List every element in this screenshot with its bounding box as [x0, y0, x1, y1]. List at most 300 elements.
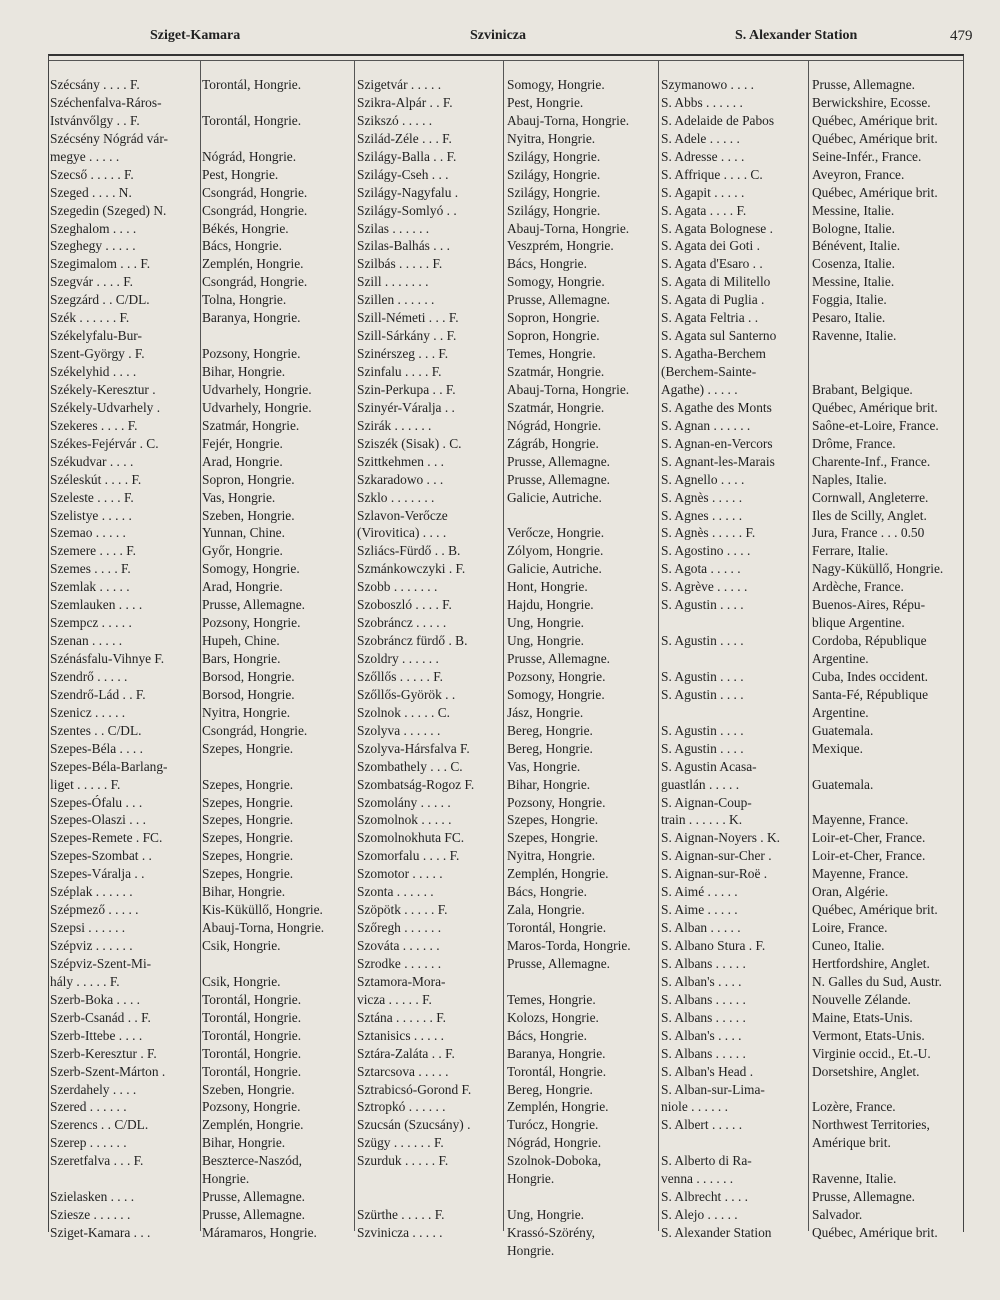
gazetteer-entry: [661, 94, 961, 112]
place-name: S. Aignan-sur-Cher .: [661, 848, 772, 864]
gazetteer-entry: [661, 471, 961, 489]
district-country: Beszterce-Naszód,: [202, 1153, 303, 1169]
district-country: Szatmár, Hongrie.: [507, 364, 605, 379]
gazetteer-entry: [357, 901, 659, 919]
gazetteer-entry: [661, 220, 961, 238]
place-name: Szeged . . . . N.: [50, 184, 132, 200]
district-country: Zágráb, Hongrie.: [507, 435, 599, 451]
gazetteer-entry: [661, 632, 961, 650]
gazetteer-entry: [661, 507, 961, 525]
gazetteer-entry: [357, 632, 659, 650]
place-name: S. Agatha-Berchem: [661, 346, 766, 362]
place-name: Szombathely . . . C.: [357, 758, 463, 774]
gazetteer-entry: [661, 273, 961, 291]
district-country: Torontál, Hongrie.: [202, 1027, 302, 1043]
gazetteer-entry: [357, 291, 659, 309]
district-country: Szepes, Hongrie.: [202, 848, 294, 864]
gazetteer-entry: [357, 76, 659, 94]
district-country: Veszprém, Hongrie.: [507, 238, 614, 254]
district-country: Iles de Scilly, Anglet.: [812, 507, 927, 523]
place-name: Szilas . . . . . .: [357, 220, 430, 236]
district-country: Udvarhely, Hongrie.: [202, 381, 312, 397]
place-name: (Berchem-Sainte-: [661, 364, 757, 379]
gazetteer-entry: [661, 578, 961, 596]
gazetteer-entry: [357, 507, 659, 525]
place-name: Szepes-Ófalu . . .: [50, 794, 143, 810]
gazetteer-entry: [661, 237, 961, 255]
gazetteer-entry: [661, 399, 961, 417]
place-name: Szecső . . . . . F.: [50, 166, 134, 182]
place-name: S. Agrève . . . . .: [661, 579, 748, 595]
district-country: Somogy, Hongrie.: [507, 686, 605, 702]
place-name: Szvinicza . . . . .: [357, 1225, 443, 1240]
gazetteer-entry: [661, 291, 961, 309]
district-country: Zemplén, Hongrie.: [507, 866, 609, 882]
place-name: Szinyér-Váralja . .: [357, 399, 455, 415]
gazetteer-entry: [661, 686, 961, 704]
place-name: Sztamora-Mora-: [357, 973, 446, 989]
gazetteer-entry: [357, 758, 659, 776]
place-name: S. Alejo . . . . .: [661, 1207, 738, 1223]
place-name: Szill . . . . . . .: [357, 274, 429, 290]
gazetteer-entry: [357, 94, 659, 112]
district-country: Hongrie.: [507, 1171, 555, 1187]
district-country: Amérique brit.: [812, 1135, 891, 1151]
place-name: S. Agata di Militello: [661, 274, 771, 290]
district-country: Temes, Hongrie.: [507, 346, 596, 362]
district-country: Verőcze, Hongrie.: [507, 525, 605, 541]
place-name: Szobb . . . . . . .: [357, 579, 438, 595]
district-country: Pesaro, Italie.: [812, 310, 886, 326]
place-name: S. Agata dei Goti .: [661, 238, 760, 254]
district-country: Krassó-Szörény,: [507, 1225, 596, 1240]
gazetteer-entry: [357, 166, 659, 184]
place-name: Sztrabicsó-Gorond F.: [357, 1081, 472, 1097]
place-name: Szill-Sárkány . . F.: [357, 328, 457, 344]
gazetteer-entry: [357, 471, 659, 489]
gazetteer-entry: [661, 1224, 961, 1242]
district-country: Somogy, Hongrie.: [507, 274, 605, 290]
district-country: Szepes, Hongrie.: [507, 812, 599, 828]
gazetteer-entry: [357, 1027, 659, 1045]
gazetteer-entry: [661, 973, 961, 991]
gazetteer-entry: [357, 453, 659, 471]
place-name: Szklo . . . . . . .: [357, 489, 435, 505]
gazetteer-entry: [357, 1081, 659, 1099]
place-name: Szemlauken . . . .: [50, 597, 143, 613]
place-name: Sztropkó . . . . . .: [357, 1099, 446, 1115]
gazetteer-entry: [661, 363, 961, 381]
place-name: Sztána . . . . . . F.: [357, 1009, 446, 1025]
district-country: Bihar, Hongrie.: [202, 884, 286, 900]
district-country: Maros-Torda, Hongrie.: [507, 938, 631, 953]
gazetteer-entry: [357, 435, 659, 453]
gazetteer-entry: [357, 847, 659, 865]
gazetteer-entry: [661, 1206, 961, 1224]
place-name: Szlavon-Verőcze: [357, 507, 448, 523]
gazetteer-entry: [661, 524, 961, 542]
place-name: Szigetvár . . . . .: [357, 77, 442, 92]
place-name: Szeghalom . . . .: [50, 220, 137, 236]
place-name: S. Aignan-sur-Roë .: [661, 866, 768, 882]
district-country: Prusse, Allemagne.: [507, 471, 611, 487]
place-name: S. Agata Feltria . .: [661, 310, 759, 326]
district-country: Kis-Küküllő, Hongrie.: [202, 902, 323, 918]
place-name: S. Albert . . . . .: [661, 1117, 743, 1133]
place-name: Szerep . . . . . .: [50, 1135, 127, 1151]
place-name: Szomolány . . . . .: [357, 794, 451, 810]
district-country: Udvarhely, Hongrie.: [202, 399, 312, 415]
place-name: Szécsény Nógrád vár-: [50, 130, 168, 146]
place-name: S. Albans . . . . .: [661, 991, 746, 1007]
gazetteer-entry: [661, 489, 961, 507]
district-country: Zemplén, Hongrie.: [202, 256, 304, 272]
gazetteer-entry: [357, 811, 659, 829]
district-country: Hupeh, Chine.: [202, 633, 280, 649]
district-country: Loire, France.: [812, 920, 888, 936]
district-country: Ravenne, Italie.: [812, 1171, 897, 1187]
gazetteer-entry: [661, 722, 961, 740]
gazetteer-entry: [357, 542, 659, 560]
district-country: Prusse, Allemagne.: [202, 1207, 306, 1223]
place-name: S. Agata . . . . F.: [661, 202, 747, 218]
gazetteer-entry: [661, 740, 961, 758]
place-name: guastlán . . . . .: [661, 776, 740, 792]
district-country: Szepes, Hongrie.: [202, 866, 294, 882]
page-number: 479: [950, 28, 973, 44]
place-name: Szemes . . . . F.: [50, 561, 131, 577]
place-name: vicza . . . . . F.: [357, 991, 432, 1007]
place-name: Szin-Perkupa . . F.: [357, 381, 456, 397]
place-name: Szilágy-Somlyó . .: [357, 202, 457, 218]
district-country: Hertfordshire, Anglet.: [812, 955, 930, 971]
district-country: Bereg, Hongrie.: [507, 1081, 593, 1097]
district-country: Loir-et-Cher, France.: [812, 848, 926, 864]
district-country: Mexique.: [812, 740, 863, 756]
page-header: [0, 28, 1000, 50]
gazetteer-entry: [661, 112, 961, 130]
district-country: Somogy, Hongrie.: [202, 561, 300, 577]
district-country: Borsod, Hongrie.: [202, 686, 295, 702]
place-name: Szkaradowo . . .: [357, 471, 444, 487]
district-country: Torontál, Hongrie.: [202, 1009, 302, 1025]
place-name: Szinfalu . . . . F.: [357, 364, 442, 379]
place-name: S. Agustin . . . .: [661, 686, 744, 702]
gazetteer-entry: [661, 1116, 961, 1134]
gazetteer-entry: [661, 130, 961, 148]
district-country: Szeben, Hongrie.: [202, 507, 295, 523]
gazetteer-entry: [357, 955, 659, 973]
place-name: S. Albrecht . . . .: [661, 1189, 749, 1205]
gazetteer-entry: [661, 650, 961, 668]
district-country: Zólyom, Hongrie.: [507, 543, 604, 559]
gazetteer-entry: [357, 1009, 659, 1027]
gazetteer-entry: [661, 76, 961, 94]
district-country: Nyitra, Hongrie.: [202, 704, 291, 720]
place-name: Szeleste . . . . F.: [50, 489, 134, 505]
gazetteer-entry: [357, 1170, 659, 1188]
gazetteer-entry: [661, 1081, 961, 1099]
district-country: Vas, Hongrie.: [507, 758, 581, 774]
district-country: Bács, Hongrie.: [507, 884, 587, 900]
gazetteer-entry: [661, 955, 961, 973]
district-country: Cordoba, République: [812, 633, 927, 649]
gazetteer-entry: [661, 937, 961, 955]
district-country: Baranya, Hongrie.: [507, 1045, 606, 1061]
place-name: Székudvar . . . .: [50, 453, 134, 469]
place-name: Szomolnokhuta FC.: [357, 830, 465, 846]
place-name: Szegedin (Szeged) N.: [50, 202, 167, 218]
district-country: Jura, France . . . 0.50: [812, 525, 925, 541]
gazetteer-entry: [357, 255, 659, 273]
place-name: Szemao . . . . .: [50, 525, 126, 541]
place-name: Szenicz . . . . .: [50, 704, 126, 720]
gazetteer-entry: [357, 919, 659, 937]
district-country: Sopron, Hongrie.: [507, 328, 600, 344]
gazetteer-entry: [357, 1045, 659, 1063]
place-name: S. Affrique . . . . C.: [661, 166, 763, 182]
district-country: Győr, Hongrie.: [202, 543, 283, 559]
gazetteer-entry: [357, 883, 659, 901]
gazetteer-entry: [357, 1116, 659, 1134]
district-country: Galicie, Autriche.: [507, 561, 602, 577]
gazetteer-entry: [661, 1170, 961, 1188]
gazetteer-entry: [357, 417, 659, 435]
place-name: S. Agata sul Santerno: [661, 328, 777, 344]
place-name: Szmánkowczyki . F.: [357, 561, 466, 577]
district-country: Cuba, Indes occident.: [812, 668, 929, 684]
district-country: Ravenne, Italie.: [812, 328, 897, 344]
place-name: S. Agata Bolognese .: [661, 220, 773, 236]
gazetteer-entry: [357, 650, 659, 668]
gazetteer-entry: [661, 1009, 961, 1027]
district-country: Foggia, Italie.: [812, 292, 887, 308]
place-name: Szrodke . . . . . .: [357, 955, 442, 971]
place-name: Szemlak . . . . .: [50, 579, 130, 595]
gazetteer-entry: [661, 1063, 961, 1081]
district-country: Santa-Fé, République: [812, 686, 929, 702]
district-country: Salvador.: [812, 1207, 863, 1223]
district-country: Csongrád, Hongrie.: [202, 274, 308, 290]
place-name: (Virovitica) . . . .: [357, 525, 447, 541]
place-name: Szempcz . . . . .: [50, 615, 132, 631]
place-name: Istvánvőlgy . . F.: [50, 112, 140, 128]
district-country: Hajdu, Hongrie.: [507, 597, 594, 613]
district-country: Szilágy, Hongrie.: [507, 148, 601, 164]
place-name: Szendrő-Lád . . F.: [50, 686, 146, 702]
gazetteer-entry: [357, 220, 659, 238]
gazetteer-entry: [357, 614, 659, 632]
running-head-left: Sziget-Kamara: [150, 28, 241, 43]
gazetteer-entry: [357, 991, 659, 1009]
gazetteer-entry: [661, 596, 961, 614]
place-name: Szobráncz . . . . .: [357, 615, 447, 631]
district-country: Argentine.: [812, 651, 869, 666]
place-name: Szőllős-Györök . .: [357, 686, 456, 702]
district-country: Prusse, Allemagne.: [507, 651, 611, 666]
district-country: Seine-Infér., France.: [812, 148, 922, 164]
place-name: Szirák . . . . . .: [357, 417, 432, 433]
place-name: S. Agustin . . . .: [661, 633, 744, 649]
district-country: Bereg, Hongrie.: [507, 722, 593, 738]
district-country: Saône-et-Loire, France.: [812, 417, 939, 433]
place-name: Szittkehmen . . .: [357, 453, 445, 469]
district-country: Zala, Hongrie.: [507, 902, 585, 918]
place-name: Szepes-Béla . . . .: [50, 740, 143, 756]
district-country: Csongrád, Hongrie.: [202, 184, 308, 200]
district-country: Arad, Hongrie.: [202, 579, 283, 595]
district-country: Yunnan, Chine.: [202, 525, 285, 541]
district-country: Hongrie.: [202, 1171, 250, 1187]
gazetteer-entry: [661, 614, 961, 632]
place-name: Szegimalom . . . F.: [50, 256, 151, 272]
place-name: Szilád-Zéle . . . F.: [357, 130, 452, 146]
district-country: Nouvelle Zélande.: [812, 991, 911, 1007]
gazetteer-entry: [357, 112, 659, 130]
gazetteer-entry: [357, 184, 659, 202]
place-name: S. Agathe des Monts: [661, 399, 772, 415]
place-name: S. Aime . . . . .: [661, 902, 738, 918]
district-country: Szepes, Hongrie.: [202, 776, 294, 792]
district-country: Csongrád, Hongrie.: [202, 722, 308, 738]
district-country: Abauj-Torna, Hongrie.: [507, 220, 630, 236]
district-country: Argentine.: [812, 704, 869, 720]
gazetteer-entry: [661, 542, 961, 560]
place-name: Szomolnok . . . . .: [357, 812, 452, 828]
place-name: Szegvár . . . . F.: [50, 274, 133, 290]
place-name: Szolyva . . . . . .: [357, 722, 441, 738]
gazetteer-entry: [661, 1188, 961, 1206]
district-country: Prusse, Allemagne.: [507, 453, 611, 469]
gazetteer-entry: [661, 327, 961, 345]
district-country: Pest, Hongrie.: [507, 94, 584, 110]
district-country: Borsod, Hongrie.: [202, 668, 295, 684]
gazetteer-entry: [357, 524, 659, 542]
place-name: Szépmező . . . . .: [50, 902, 139, 918]
place-name: Széplak . . . . . .: [50, 884, 133, 900]
place-name: Széleskút . . . . F.: [50, 471, 142, 487]
place-name: Szoldry . . . . . .: [357, 651, 439, 666]
place-name: S. Alban . . . . .: [661, 920, 741, 936]
district-country: Québec, Amérique brit.: [812, 184, 938, 200]
place-name: Szerencs . . C/DL.: [50, 1117, 149, 1133]
place-name: S. Alban's Head .: [661, 1063, 754, 1079]
district-country: Szepes, Hongrie.: [202, 830, 294, 846]
place-name: Sztára-Zaláta . . F.: [357, 1045, 455, 1061]
running-head-right: S. Alexander Station: [735, 28, 858, 43]
district-country: Ferrare, Italie.: [812, 543, 889, 559]
place-name: Szomotor . . . . .: [357, 866, 443, 882]
district-country: Szepes, Hongrie.: [202, 812, 294, 828]
district-country: Pozsony, Hongrie.: [202, 615, 301, 631]
place-name: S. Agustin . . . .: [661, 597, 744, 613]
district-country: Aveyron, France.: [812, 166, 905, 182]
place-name: S. Albans . . . . .: [661, 1009, 746, 1025]
district-country: Nógrád, Hongrie.: [507, 417, 602, 433]
place-name: megye . . . . .: [50, 148, 120, 164]
district-country: Szilágy, Hongrie.: [507, 184, 601, 200]
district-country: Jász, Hongrie.: [507, 704, 584, 720]
place-name: Szerb-Szent-Márton .: [50, 1063, 166, 1079]
place-name: Szováta . . . . . .: [357, 938, 440, 953]
gazetteer-entry: [357, 937, 659, 955]
gazetteer-entry: [661, 148, 961, 166]
gazetteer-entry: [357, 489, 659, 507]
district-country: Bihar, Hongrie.: [202, 364, 286, 379]
district-country: Hont, Hongrie.: [507, 579, 588, 595]
place-name: Szepes-Remete . FC.: [50, 830, 163, 846]
place-name: Széchenfalva-Ráros-: [50, 94, 162, 110]
district-country: Bihar, Hongrie.: [507, 776, 591, 792]
district-country: Mayenne, France.: [812, 866, 909, 882]
place-name: Sztanisics . . . . .: [357, 1027, 445, 1043]
district-country: Prusse, Allemagne.: [507, 292, 611, 308]
place-name: Szinérszeg . . . F.: [357, 346, 449, 362]
district-country: Szatmár, Hongrie.: [202, 417, 300, 433]
place-name: Sziesze . . . . . .: [50, 1207, 131, 1223]
district-country: Virginie occid., Et.-U.: [812, 1045, 931, 1061]
district-country: Torontál, Hongrie.: [507, 1063, 607, 1079]
gazetteer-entry: [357, 1098, 659, 1116]
gazetteer-entry: [661, 1134, 961, 1152]
district-country: Bihar, Hongrie.: [202, 1135, 286, 1151]
gazetteer-entry: [357, 363, 659, 381]
gazetteer-entry: [357, 345, 659, 363]
district-country: Oran, Algérie.: [812, 884, 889, 900]
district-country: Lozère, France.: [812, 1099, 896, 1115]
place-name: S. Agnès . . . . .: [661, 489, 743, 505]
district-country: Vas, Hongrie.: [202, 489, 276, 505]
district-country: Kolozs, Hongrie.: [507, 1009, 599, 1025]
place-name: train . . . . . . K.: [661, 812, 743, 828]
district-country: Csik, Hongrie.: [202, 938, 281, 953]
place-name: Szemere . . . . F.: [50, 543, 136, 559]
place-name: Szeretfalva . . . F.: [50, 1153, 144, 1169]
gazetteer-entry: [661, 865, 961, 883]
place-name: Szoboszló . . . . F.: [357, 597, 452, 613]
gazetteer-entry: [357, 865, 659, 883]
district-country: Szilágy, Hongrie.: [507, 202, 601, 218]
gazetteer-entry: [661, 309, 961, 327]
gazetteer-entry: [357, 794, 659, 812]
district-country: Nyitra, Hongrie.: [507, 848, 596, 864]
place-name: S. Albano Stura . F.: [661, 938, 766, 953]
district-country: Temes, Hongrie.: [507, 991, 596, 1007]
district-country: Messine, Italie.: [812, 274, 895, 290]
district-country: Arad, Hongrie.: [202, 453, 283, 469]
district-country: Abauj-Torna, Hongrie.: [507, 381, 630, 397]
place-name: Szilbás . . . . . F.: [357, 256, 443, 272]
district-country: Ung, Hongrie.: [507, 615, 584, 631]
district-country: Abauj-Torna, Hongrie.: [202, 920, 325, 936]
place-name: Székelyfalu-Bur-: [50, 328, 142, 344]
gazetteer-entry: [661, 758, 961, 776]
place-name: Szécsány . . . . F.: [50, 77, 140, 92]
district-country: Torontál, Hongrie.: [507, 920, 607, 936]
district-country: Abauj-Torna, Hongrie.: [507, 112, 630, 128]
place-name: Szénásfalu-Vihnye F.: [50, 651, 165, 666]
place-name: Szürthe . . . . . F.: [357, 1207, 445, 1223]
district-country: Torontál, Hongrie.: [202, 112, 302, 128]
district-country: Békés, Hongrie.: [202, 220, 289, 236]
running-head-center: Szvinicza: [470, 28, 526, 43]
gazetteer-entry: [357, 1152, 659, 1170]
district-country: Guatemala.: [812, 722, 874, 738]
gazetteer-entry: [661, 704, 961, 722]
gazetteer-entry: [357, 1206, 659, 1224]
district-country: Loir-et-Cher, France.: [812, 830, 926, 846]
place-name: Szőllős . . . . . F.: [357, 668, 443, 684]
